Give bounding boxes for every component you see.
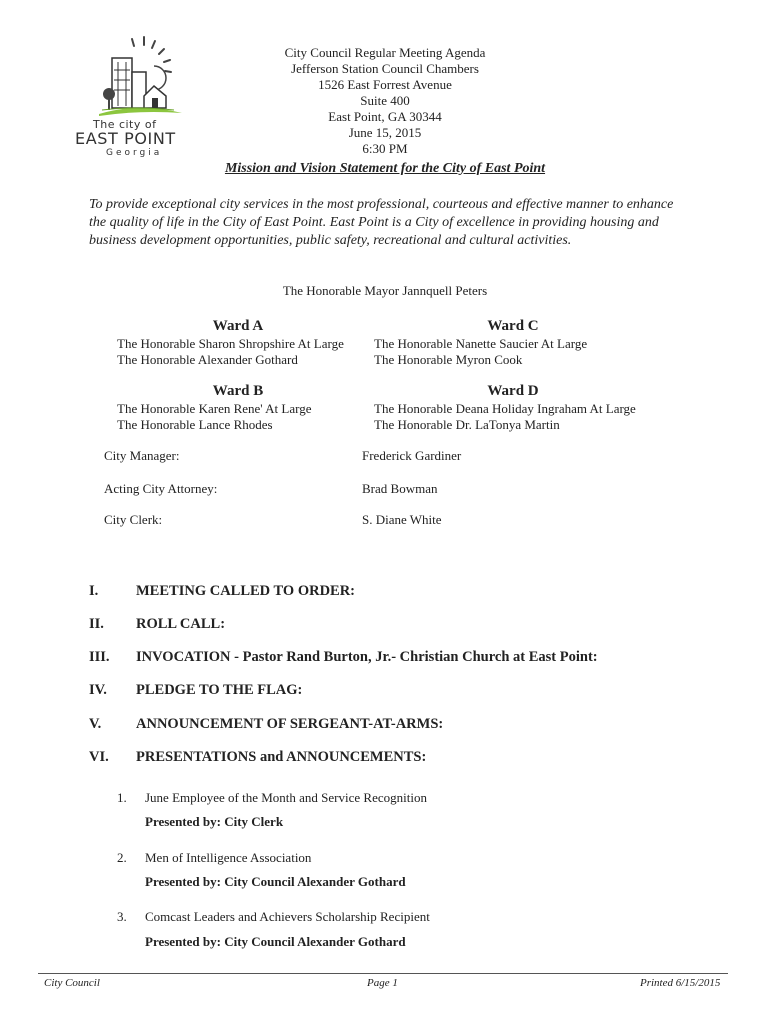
staff-role: City Clerk:	[104, 512, 163, 527]
header-time: 6:30 PM	[362, 141, 408, 156]
header-date: June 15, 2015	[348, 125, 422, 140]
staff-role: Acting City Attorney:	[104, 481, 218, 496]
staff-role: City Manager:	[104, 448, 180, 463]
ward-a-member: The Honorable Alexander Gothard	[117, 352, 298, 367]
staff-name: Frederick Gardiner	[362, 448, 462, 463]
staff-name: S. Diane White	[362, 512, 442, 527]
ward-b-title: Ward B	[212, 383, 264, 399]
section-title: ANNOUNCEMENT OF SERGEANT-AT-ARMS:	[136, 716, 444, 732]
mission-title: Mission and Vision Statement for the City of East Point	[224, 161, 546, 176]
item-title: Comcast Leaders and Achievers Scholarship Recipient	[145, 909, 430, 924]
footer-page-number: Page 1	[367, 977, 398, 989]
item-presenter: Presented by: City Clerk	[145, 814, 284, 829]
ward-d-member: The Honorable Deana Holiday Ingraham At Large	[374, 401, 636, 416]
item-number: 3.	[117, 909, 127, 924]
ward-b-member: The Honorable Lance Rhodes	[117, 417, 273, 432]
ward-c-title: Ward C	[487, 318, 539, 334]
section-number: IV.	[89, 682, 107, 698]
section-number: I.	[89, 583, 99, 599]
footer-printed-date: Printed 6/15/2015	[640, 977, 721, 989]
item-presenter: Presented by: City Council Alexander Gothard	[145, 874, 406, 889]
item-number: 2.	[117, 850, 127, 865]
logo-text-line3: Georgia	[106, 148, 163, 158]
section-title: PRESENTATIONS and ANNOUNCEMENTS:	[136, 749, 427, 765]
section-title: ROLL CALL:	[136, 616, 226, 632]
header-suite: Suite 400	[360, 93, 410, 108]
ward-b-member: The Honorable Karen Rene' At Large	[117, 401, 312, 416]
ward-d-title: Ward D	[487, 383, 539, 399]
logo-text-line1: The city of	[93, 118, 157, 131]
mayor-line: The Honorable Mayor Jannquell Peters	[282, 283, 488, 298]
item-number: 1.	[117, 790, 127, 805]
item-title: June Employee of the Month and Service Recognition	[145, 790, 427, 805]
meeting-header	[250, 45, 520, 157]
ward-c-member: The Honorable Myron Cook	[374, 352, 523, 367]
section-title: MEETING CALLED TO ORDER:	[136, 583, 356, 599]
ward-d-member: The Honorable Dr. LaTonya Martin	[374, 417, 560, 432]
header-street: 1526 East Forrest Avenue	[318, 77, 452, 92]
header-title: City Council Regular Meeting Agenda	[284, 45, 486, 60]
staff-name: Brad Bowman	[362, 481, 438, 496]
header-city: East Point, GA 30344	[328, 109, 442, 124]
section-title: PLEDGE TO THE FLAG:	[136, 682, 303, 698]
footer-divider	[38, 973, 728, 974]
item-title: Men of Intelligence Association	[145, 850, 312, 865]
ward-a-member: The Honorable Sharon Shropshire At Large	[117, 336, 344, 351]
ward-a-title: Ward A	[212, 318, 264, 334]
logo-text-line2: EAST POINT	[75, 129, 176, 148]
section-number: II.	[89, 616, 104, 632]
section-title: INVOCATION - Pastor Rand Burton, Jr.- Christian Church at East Point:	[136, 649, 598, 665]
section-number: VI.	[89, 749, 109, 765]
section-number: III.	[89, 649, 110, 665]
ward-c-member: The Honorable Nanette Saucier At Large	[374, 336, 588, 351]
item-presenter: Presented by: City Council Alexander Gothard	[145, 934, 406, 949]
section-number: V.	[89, 716, 102, 732]
footer-left: City Council	[44, 977, 100, 989]
header-venue: Jefferson Station Council Chambers	[291, 61, 479, 76]
mission-text: To provide exceptional city services in the most professional, courteous and effective manner to enhance the quality of life in the City of East Point. East Point is a City of excellence in providing housing and business development opportunities, public safety, recreational and cultural activities.	[89, 197, 674, 248]
